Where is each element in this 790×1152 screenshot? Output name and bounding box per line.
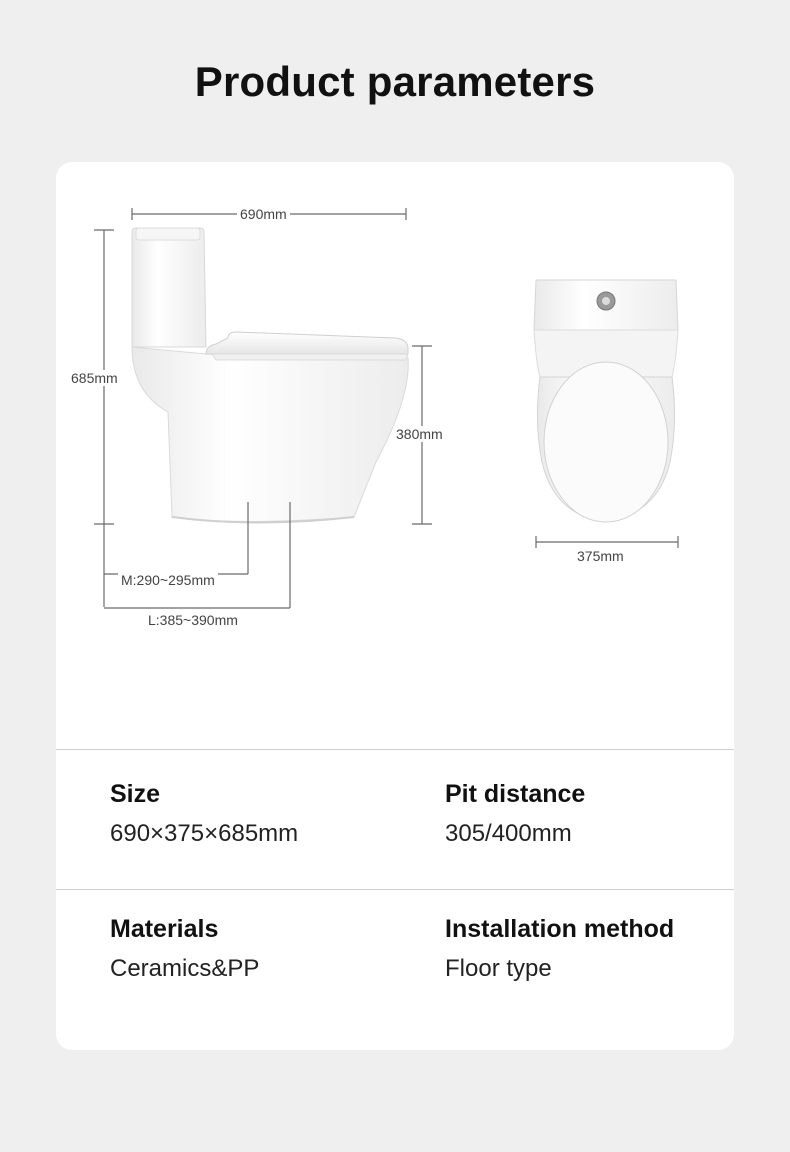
spec-label-size: Size: [110, 780, 161, 808]
width-dimension-label: 690mm: [237, 206, 290, 222]
spec-value-size: 690×375×685mm: [110, 820, 299, 847]
spec-value-installation-method: Floor type: [445, 955, 552, 982]
spec-label-materials: Materials: [110, 915, 219, 943]
pit-l-dimension-label: L:385~390mm: [145, 612, 241, 628]
parameters-card: [56, 162, 734, 1050]
toilet-illustration: [56, 162, 734, 750]
front-view: [534, 280, 678, 522]
side-view: [132, 228, 408, 523]
seat-height-dimension-label: 380mm: [393, 426, 446, 442]
height-dimension-label: 685mm: [68, 370, 121, 386]
depth-dimension-label: 375mm: [574, 548, 627, 564]
dimension-diagram: [56, 162, 734, 750]
spec-value-materials: Ceramics&PP: [110, 955, 260, 982]
pit-m-dimension-label: M:290~295mm: [118, 572, 218, 588]
page-title: Product parameters: [194, 58, 596, 105]
spec-value-pit-distance: 305/400mm: [445, 820, 572, 847]
spec-label-installation-method: Installation method: [445, 915, 675, 943]
divider-top: [56, 749, 734, 750]
spec-label-pit-distance: Pit distance: [445, 780, 586, 808]
divider-middle: [56, 889, 734, 890]
